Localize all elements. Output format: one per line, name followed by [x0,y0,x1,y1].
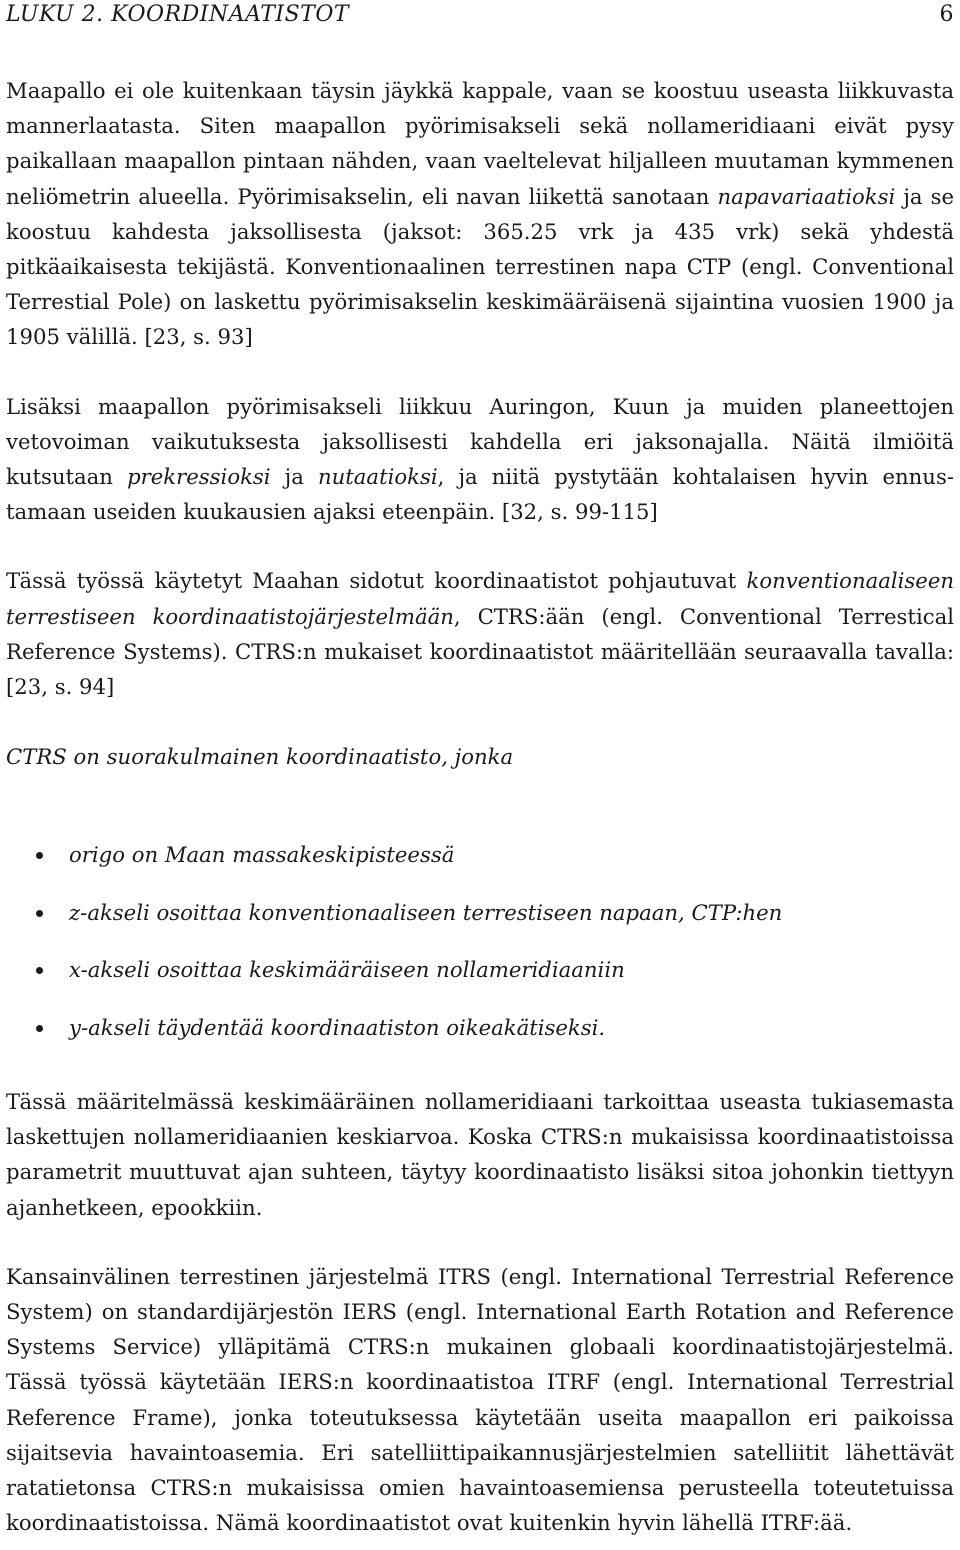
definition-list [6,837,954,1045]
chapter-title: LUKU 2. KOORDINAATISTOT [6,2,350,27]
paragraph-itrs: Kansainvälinen terrestinen järjestelmä ITRS (engl. International Terrestrial Reference System) on standardijärjestön IERS (engl. International Earth Rotation and Reference Systems Service) ylläpitämä CTRS:n mukainen globaali koordinaatistojärjestelmä. Tässä työssä käytetään IERS:n koordinaatistoa ITRF (engl. International Terrestrial Reference Frame), jonka toteutuksessa käytetään useita maapallon eri paikoissa sijaitsevia havaintoasemia. Eri satelliittipaikannusjärjestelmien satelliitit lähettävät ratatietonsa CTRS:n mukaisissa omien havaintoasemiensa perusteella toteutetuissa koordinaatistoissa. Nämä koordinaatistot ovat kuitenkin hyvin lähellä ITRF:ää. [6,1263,954,1536]
list-item [6,952,954,987]
text-run: Tässä työssä käytetyt Maahan sidotut koordinaatistot pohjautuvat [6,568,747,594]
paragraph-precession-nutation [6,389,954,530]
bullet-icon [36,910,43,917]
list-item [6,837,954,872]
bullet-icon [36,852,43,859]
list-item-text: z-akseli osoittaa konventionaaliseen terrestiseen napaan, CTP:hen [69,899,783,925]
emphasis-term: napavariaatioksi [717,183,896,209]
bullet-icon [36,967,43,974]
list-item-text: x-akseli osoittaa keskimääräiseen nollameridiaaniin [69,957,625,983]
text-run: ja se koostuu kahdesta jaksollisesta (jaksot: 365.25 vrk ja 435 vrk) sekä yhdestä pitkäaikaisesta tekijästä. Konventionaalinen terrestinen napa CTP (engl. Conventional Terrestial Pole) on laskettu pyörimisakselin keskimääräisenä sijaintina vuosien 1900 ja 1905 välillä. [23, s. 93] [6,183,954,350]
paragraph-ctrs-intro [6,563,954,704]
definition-lead-in: CTRS on suorakulmainen koordinaatisto, jonka [6,744,514,770]
text-run: , CTRS:ään (engl. Conventional Terrestical Reference Systems). CTRS:n mukaiset koordinaatistot määritellään seuraavalla tavalla: [23, s. 94] [6,603,954,700]
list-item [6,1010,954,1045]
list-item-text: origo on Maan massakeskipisteessä [69,842,455,868]
paragraph-mean-meridian: Tässä määritelmässä keskimääräinen nollameridiaani tarkoittaa useasta tukiasemasta laskettujen nollameridiaanien keskiarvoa. Koska CTRS:n mukaisissa koordinaatistoissa parametrit muuttuvat ajan suhteen, täytyy koordinaatisto lisäksi sitoa johonkin tiettyyn ajanhetkeen, epookkiin. [6,1088,954,1220]
text-run: Maapallo ei ole kuitenkaan täysin jäykkä kappale, vaan se koostuu useasta liikkuvasta mannerlaatasta. Siten maapallon pyörimisakseli sekä nollameridiaani eivät pysy paikallaan maapallon pintaan nähden, vaan vaeltelevat hiljalleen muutaman kymmenen neliömetrin alueella. Pyörimisakselin, eli navan liikettä sanotaan [6,78,954,209]
list-item-text: y-akseli täydentää koordinaatiston oikeakätiseksi. [69,1014,606,1040]
paragraph-pole-variation [6,73,954,355]
page-number: 6 [939,2,954,27]
bullet-icon [36,1025,43,1032]
emphasis-term: prekressioksi [127,464,271,490]
running-header [6,2,954,28]
text-run: Lisäksi maapallon pyörimisakseli liikkuu Auringon, Kuun ja muiden planeettojen vetovoiman vaikutuksesta jaksollisesti kahdella eri jaksonajalla. Näitä ilmiöitä kutsutaan [6,393,954,490]
list-item [6,895,954,930]
document-page [6,0,954,1540]
text-run: ja [270,464,318,490]
emphasis-term: nutaatioksi [318,464,438,490]
emphasis-term: konventionaaliseen terrestiseen koordinaatistojärjestelmään [6,568,954,629]
text-run: , ja niitä pystytään kohtalaisen hyvin ennustamaan useiden kuukausien ajaksi eteenpäin. [32, s. 99-115] [6,464,954,525]
